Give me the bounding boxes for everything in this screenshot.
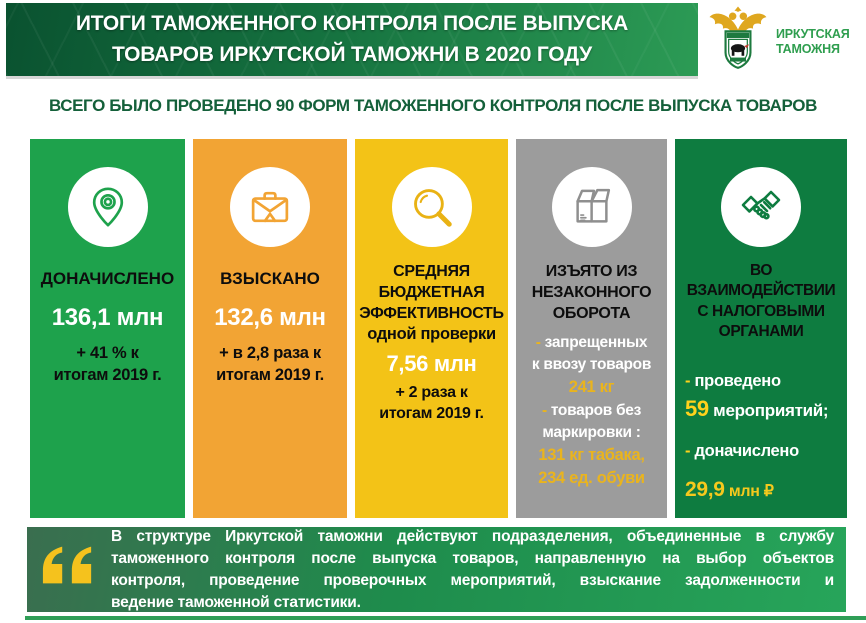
card-seized: [516, 139, 667, 518]
card-label-line2: НЕЗАКОННОГО: [531, 284, 652, 302]
icon-circle: [721, 167, 801, 247]
seized-item-2-value1: 131 кг табака,: [538, 445, 645, 464]
card-label-line3: С НАЛОГОВЫМИ: [697, 302, 825, 320]
card-collected: [193, 139, 347, 518]
card-accrued: [30, 139, 185, 518]
logo-text: [776, 27, 850, 57]
card-note: [54, 343, 162, 387]
handshake-icon: [737, 183, 785, 231]
magnifier-icon: [409, 184, 455, 230]
seized-item-2-value2: 234 ед. обуви: [538, 469, 645, 488]
card-sublabel: одной проверки: [367, 325, 496, 344]
accrued-amount: 29,9: [685, 478, 725, 502]
briefcase-icon: [247, 184, 293, 230]
dash: -: [541, 401, 547, 419]
quote-block: [27, 527, 846, 612]
seized-items: [532, 332, 651, 490]
logo-text-line1: ИРКУТСКАЯ: [776, 27, 850, 41]
page-title-line2: ТОВАРОВ ИРКУТСКОЙ ТАМОЖНИ В 2020 ГОДУ: [112, 42, 592, 66]
card-note: [216, 343, 324, 387]
card-label-line3: ЭФФЕКТИВНОСТЬ: [359, 305, 504, 323]
icon-circle: [230, 167, 310, 247]
icon-circle: [392, 167, 472, 247]
card-note-line2: итогам 2019 г.: [53, 365, 162, 384]
card-label: [532, 261, 652, 324]
summary-statement: ВСЕГО БЫЛО ПРОВЕДЕНО 90 ФОРМ ТАМОЖЕННОГО КОНТРОЛЯ ПОСЛЕ ВЫПУСКА ТОВАРОВ: [49, 96, 817, 115]
card-value: 7,56 млн: [386, 350, 477, 376]
cooperation-item-2-value: [685, 476, 841, 504]
seized-item-2-line1: товаров без: [550, 401, 642, 419]
seized-item-1-value: 241 кг: [568, 378, 615, 397]
map-pin-icon: [85, 184, 131, 230]
seized-item-1-line2: к ввозу товаров: [531, 356, 652, 374]
quote-line1: В структуре Иркутской таможни действуют подразделения, объединенные в службу: [111, 527, 834, 545]
card-label-line3: ОБОРОТА: [552, 305, 631, 323]
cooperation-items: [675, 370, 847, 505]
seized-item-1-line1: запрещенных: [544, 334, 648, 352]
quote-line2: таможенного контроля после выпуска товаров, направленную на выбор объектов: [111, 549, 834, 567]
card-note: [379, 382, 483, 424]
card-label: ВЗЫСКАНО: [220, 269, 320, 288]
cooperation-item-1-text: проведено: [694, 371, 781, 390]
quote-line4: ведение таможенной статистики.: [111, 593, 361, 611]
card-label-line1: ИЗЪЯТО ИЗ: [545, 263, 638, 280]
page-title-line1: ИТОГИ ТАМОЖЕННОГО КОНТРОЛЯ ПОСЛЕ ВЫПУСКА: [75, 12, 629, 36]
card-note-line1: + 41 % к: [76, 344, 139, 363]
icon-circle: [552, 167, 632, 247]
logo-text-line2: ТАМОЖНЯ: [776, 42, 840, 56]
card-tax-cooperation: [675, 139, 847, 518]
customs-logo: [700, 2, 864, 82]
card-label: ДОНАЧИСЛЕНО: [40, 269, 175, 288]
events-count: 59: [685, 396, 709, 422]
card-label-line1: СРЕДНЯЯ: [393, 263, 470, 280]
icon-circle: [68, 167, 148, 247]
dash: -: [685, 441, 691, 460]
card-note-line2: итогам 2019 г.: [379, 404, 484, 422]
dash: -: [535, 334, 541, 352]
card-label: [359, 261, 503, 324]
card-note-line1: + 2 раза к: [395, 383, 468, 401]
open-box-icon: [569, 184, 615, 230]
card-label-line4: ОРГАНАМИ: [718, 323, 804, 341]
page-title: [76, 9, 628, 70]
stats-cards-row: [30, 139, 850, 518]
card-label: [687, 261, 835, 343]
quote-line3: контроля, проведение проверочных мероприятий, взыскание задолженности и: [111, 571, 834, 589]
cooperation-item-1-value: [685, 394, 841, 424]
eagle-emblem-icon: [706, 5, 770, 79]
quote-icon: [41, 544, 95, 586]
seized-item-2-line2: маркировки :: [542, 423, 641, 441]
card-value: 136,1 млн: [51, 304, 164, 332]
cooperation-item-1: [685, 370, 841, 392]
card-note-line2: итогам 2019 г.: [216, 365, 324, 384]
card-efficiency: [355, 139, 508, 518]
quote-text: [111, 526, 846, 614]
card-label-line2: ВЗАИМОДЕЙСТВИИ: [686, 282, 836, 300]
card-label-line1: ВО: [749, 262, 773, 279]
events-unit: мероприятий;: [713, 401, 829, 421]
card-note-line1: + в 2,8 раза к: [219, 344, 321, 363]
cooperation-item-2-text: доначислено: [694, 441, 799, 460]
seized-item-2: [532, 400, 651, 422]
dash: -: [685, 371, 691, 390]
bottom-accent-line: [25, 616, 866, 620]
card-value: 132,6 млн: [214, 304, 326, 332]
header-banner: [6, 3, 698, 79]
accrued-unit: млн ₽: [728, 483, 774, 501]
seized-item-1: [532, 332, 651, 354]
cooperation-item-2: [685, 440, 841, 462]
card-label-line2: БЮДЖЕТНАЯ: [378, 284, 485, 302]
